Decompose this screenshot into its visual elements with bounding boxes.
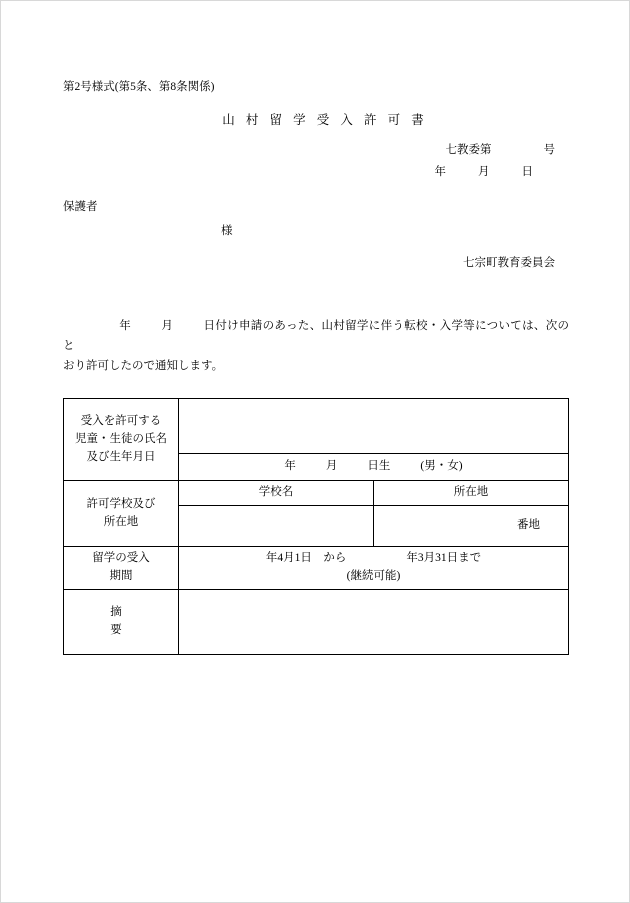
form-number: 第2号様式(第5条、第8条関係)	[63, 81, 215, 93]
student-birthdate-field[interactable]	[179, 454, 569, 481]
table-row	[64, 481, 569, 506]
period-label	[64, 547, 179, 590]
date-day: 日	[521, 165, 533, 178]
period-field[interactable]	[179, 547, 569, 590]
summary-field[interactable]	[179, 589, 569, 654]
document-title: 山 村 留 学 受 入 許 可 書	[222, 113, 428, 128]
school-info-label-line1: 許可学校及び	[86, 497, 156, 510]
document-number-row	[63, 140, 555, 162]
school-name-field[interactable]	[179, 506, 374, 547]
body-year: 年	[119, 319, 132, 332]
period-label-line2: 期間	[109, 569, 133, 582]
body-sentence-2: おり許可したので通知します。	[63, 360, 224, 373]
period-end: 年3月31日まで	[406, 552, 482, 565]
document-number-block	[63, 140, 569, 184]
body-month: 月	[161, 319, 174, 332]
school-address-field[interactable]	[374, 506, 569, 547]
school-address-header: 所在地	[374, 481, 569, 506]
period-range	[183, 550, 564, 568]
honorific-label: 様	[221, 224, 233, 237]
school-info-label-line2: 所在地	[103, 515, 139, 528]
guardian-label: 保護者	[63, 200, 98, 213]
student-info-label-line3: 及び生年月日	[86, 450, 156, 463]
birth-month: 月	[325, 460, 338, 473]
body-sentence-1: 日付け申請のあった、山村留学に伴う転校・入学等については、次のと	[63, 319, 570, 352]
student-info-label-line1: 受入を許可する	[80, 414, 162, 427]
notice-body	[63, 316, 569, 376]
school-address-value: 番地	[517, 519, 540, 532]
summary-label	[64, 589, 197, 654]
table-row	[64, 547, 569, 590]
document-number-label: 七教委第	[445, 144, 492, 157]
birth-day: 日生	[367, 460, 391, 473]
document-body	[63, 79, 569, 655]
school-info-label	[64, 481, 179, 547]
document-date-row	[63, 162, 555, 184]
table-row	[64, 589, 569, 654]
document-number-suffix: 号	[543, 144, 555, 157]
issuer-name: 七宗町教育委員会	[463, 256, 555, 269]
table-row	[64, 399, 569, 454]
student-info-label-line2: 児童・生徒の氏名	[75, 432, 167, 445]
summary-label-text: 摘 要	[110, 605, 197, 636]
birth-year: 年	[284, 460, 296, 473]
student-info-label	[64, 399, 179, 481]
school-name-header: 学校名	[179, 481, 374, 506]
date-month: 月	[478, 165, 490, 178]
period-label-line1: 留学の受入	[92, 552, 150, 565]
period-note: (継続可能)	[346, 569, 401, 582]
date-year: 年	[434, 165, 446, 178]
student-name-field[interactable]	[179, 399, 569, 454]
period-start: 年4月1日 から	[265, 552, 347, 565]
gender-options[interactable]: (男・女)	[420, 460, 463, 473]
permission-table	[63, 398, 569, 655]
